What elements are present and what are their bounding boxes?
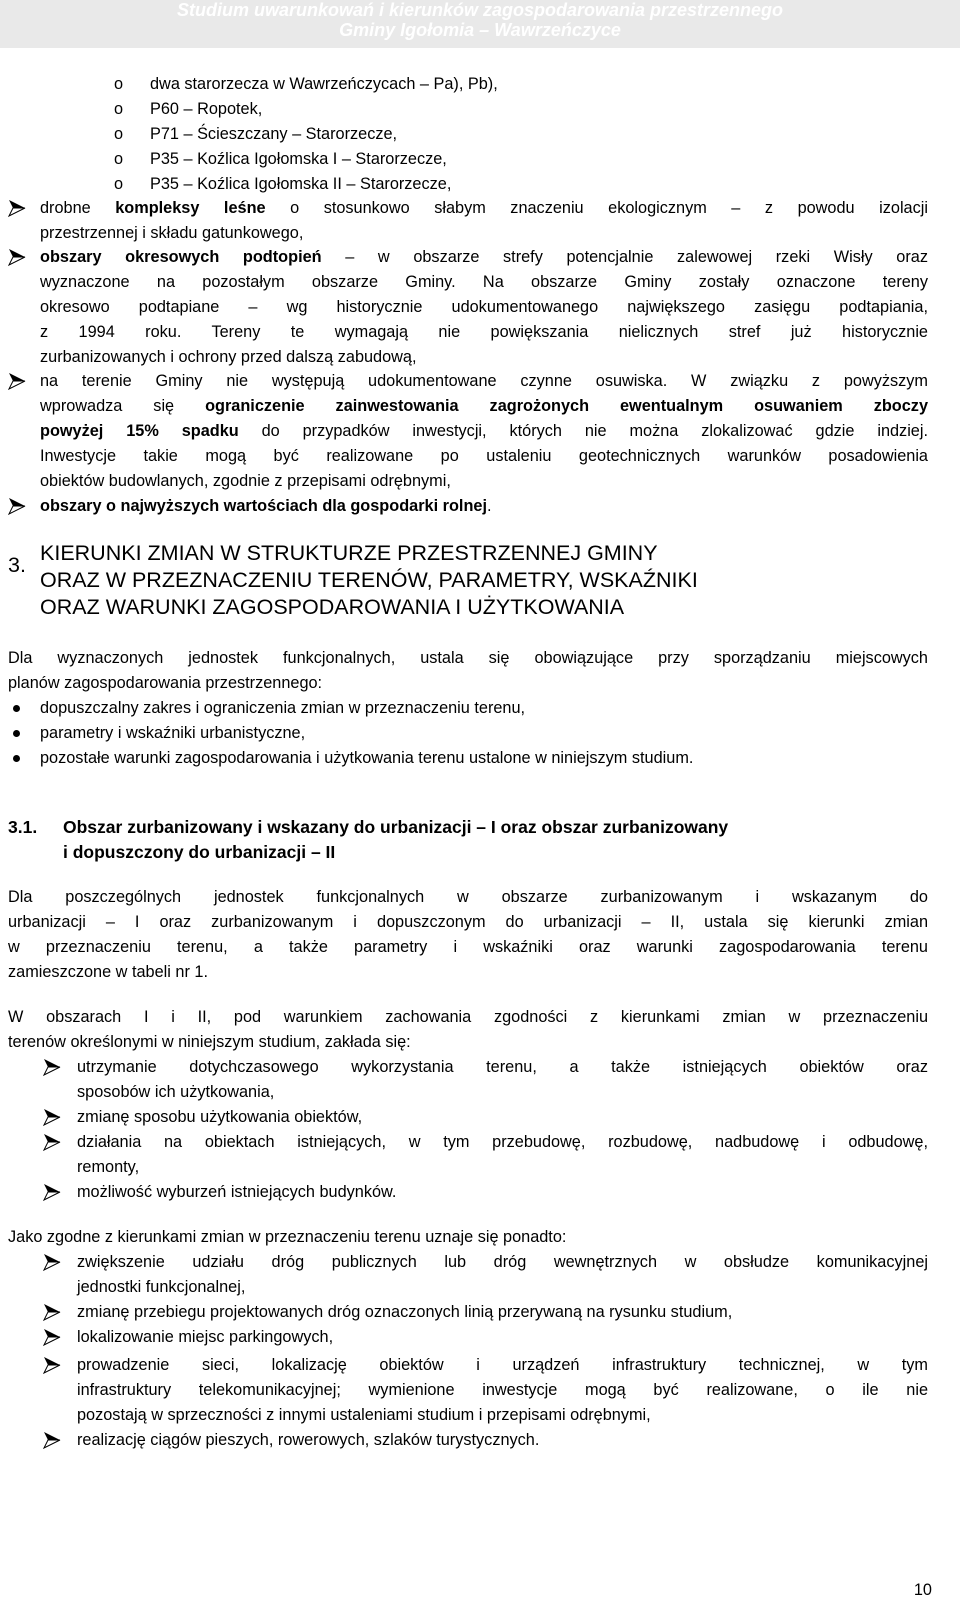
section-heading-line1: KIERUNKI ZMIAN W STRUKTURZE PRZESTRZENNEJ GMINY (40, 541, 658, 565)
list-item-text: wprowadza się ograniczenie zainwestowania zagrożonych ewentualnym osuwaniem zboczy (40, 397, 928, 415)
bullet-dot (13, 705, 20, 712)
paragraph-line: Jako zgodne z kierunkami zmian w przeznaczeniu terenu uznaje się ponadto: (8, 1228, 567, 1246)
bullet-dot (13, 730, 20, 737)
list-item-text: zmianę przebiegu projektowanych dróg oznaczonych linią przerywaną na rysunku studium, (77, 1303, 733, 1321)
list-item-text: przestrzennej i składu gatunkowego, (40, 224, 304, 242)
list-item: P35 – Koźlica Igołomska II – Starorzecze, (150, 175, 452, 193)
arrow-bullet-icon (43, 1108, 61, 1126)
circle-bullet: o (114, 175, 124, 193)
circle-bullet: o (114, 75, 124, 93)
list-item-text: pozostają w sprzeczności z innymi ustaleniami studium i przepisami odrębnymi, (77, 1406, 651, 1424)
header-title-line2: Gminy Igołomia – Wawrzeńczyce (339, 20, 621, 40)
arrow-bullet-icon (8, 199, 26, 217)
paragraph-line: W obszarach I i II, pod warunkiem zachowania zgodności z kierunkami zmian w przeznaczeniu (8, 1008, 928, 1026)
arrow-bullet-icon (8, 372, 26, 390)
document-header (0, 0, 960, 48)
list-item-text: remonty, (77, 1158, 140, 1176)
paragraph-line: w przeznaczeniu terenu, a także parametry i wskaźniki oraz warunki zagospodarowania terenu (8, 938, 928, 956)
section-heading-line2: ORAZ W PRZEZNACZENIU TERENÓW, PARAMETRY, WSKAŹNIKI (40, 568, 698, 592)
subsection-heading-line1: Obszar zurbanizowany i wskazany do urbanizacji – I oraz obszar zurbanizowany (63, 817, 729, 837)
paragraph-line: urbanizacji – I oraz zurbanizowanym i dopuszczonym do urbanizacji – II, ustala się kierunki zmian (8, 913, 928, 931)
arrow-bullet-icon (43, 1431, 61, 1449)
paragraph-line: Dla poszczególnych jednostek funkcjonalnych w obszarze zurbanizowanym i wskazanym do (8, 888, 928, 906)
list-item-text: okresowo podtapiane – wg historycznie udokumentowanego największego zasięgu podtapiania, (40, 298, 928, 316)
arrow-bullet-icon (43, 1058, 61, 1076)
list-item-text: sposobów ich użytkowania, (77, 1083, 275, 1101)
list-item-text: Inwestycje takie mogą być realizowane po ustaleniu geotechnicznych warunków posadowienia (40, 447, 928, 465)
list-item-text: infrastruktury telekomunikacyjnej; wymienione inwestycje mogą być realizowane, o ile nie (77, 1381, 928, 1399)
circle-bullet: o (114, 100, 124, 118)
list-item-text: wyznaczone na pozostałym obszarze Gminy. Na obszarze Gminy zostały oznaczone tereny (40, 273, 928, 291)
list-item-text: obiektów budowlanych, zgodnie z przepisami odrębnymi, (40, 472, 451, 490)
paragraph-line: terenów określonymi w niniejszym studium, zakłada się: (8, 1033, 411, 1051)
list-item-text: zwiększenie udziału dróg publicznych lub dróg wewnętrznych w obsłudze komunikacyjnej (77, 1253, 928, 1271)
arrow-bullet-icon (8, 248, 26, 266)
list-item: dopuszczalny zakres i ograniczenia zmian w przeznaczeniu terenu, (40, 699, 526, 717)
paragraph-line: planów zagospodarowania przestrzennego: (8, 674, 323, 692)
section-number: 3. (8, 553, 26, 577)
list-item-text: powyżej 15% spadku do przypadków inwestycji, których nie można zlokalizować gdzie indziej. (40, 422, 929, 440)
list-item: pozostałe warunki zagospodarowania i użytkowania terenu ustalone w niniejszym studium. (40, 749, 694, 767)
paragraph-line: Dla wyznaczonych jednostek funkcjonalnych, ustala się obowiązujące przy sporządzaniu miejscowych (8, 649, 928, 667)
list-item: dwa starorzecza w Wawrzeńczycach – Pa), Pb), (150, 75, 498, 93)
list-item-text: działania na obiektach istniejących, w tym przebudowę, rozbudowę, nadbudowę i odbudowę, (77, 1133, 928, 1151)
list-item: parametry i wskaźniki urbanistyczne, (40, 724, 306, 742)
arrow-bullet-icon (43, 1133, 61, 1151)
list-item-text: obszary okresowych podtopień – w obszarze strefy potencjalnie zalewowej rzeki Wisły oraz (40, 248, 928, 266)
list-item-text: realizację ciągów pieszych, rowerowych, szlaków turystycznych. (77, 1431, 540, 1449)
page-number: 10 (913, 1581, 932, 1599)
list-item-text: lokalizowanie miejsc parkingowych, (77, 1328, 334, 1346)
list-item-text: drobne kompleksy leśne o stosunkowo słabym znaczeniu ekologicznym – z powodu izolacji (40, 199, 928, 217)
list-item: P35 – Koźlica Igołomska I – Starorzecze, (150, 150, 447, 168)
subsection-number: 3.1. (8, 817, 38, 837)
list-item-text: zmianę sposobu użytkowania obiektów, (77, 1108, 363, 1126)
list-item-text: z 1994 roku. Tereny te wymagają nie powiększania nielicznych stref już historycznie (40, 323, 928, 341)
section-heading-line3: ORAZ WARUNKI ZAGOSPODAROWANIA I UŻYTKOWANIA (40, 595, 625, 619)
list-item-text: utrzymanie dotychczasowego wykorzystania terenu, a także istniejących obiektów oraz (77, 1058, 928, 1076)
arrow-bullet-icon (43, 1183, 61, 1201)
subsection-heading-line2: i dopuszczony do urbanizacji – II (63, 842, 336, 862)
paragraph-line: zamieszczone w tabeli nr 1. (8, 963, 208, 981)
list-item-text: możliwość wyburzeń istniejących budynków. (77, 1183, 397, 1201)
list-item-text: jednostki funkcjonalnej, (77, 1278, 246, 1296)
circle-bullet: o (114, 150, 124, 168)
arrow-bullet-icon (43, 1328, 61, 1346)
bullet-dot (13, 755, 20, 762)
list-item: P60 – Ropotek, (150, 100, 263, 118)
arrow-bullet-icon (43, 1253, 61, 1271)
arrow-bullet-icon (43, 1356, 61, 1374)
list-item-text: obszary o najwyższych wartościach dla gospodarki rolnej. (40, 497, 492, 515)
arrow-bullet-icon (43, 1303, 61, 1321)
list-item-text: prowadzenie sieci, lokalizację obiektów i urządzeń infrastruktury technicznej, w tym (77, 1356, 928, 1374)
header-title-line1: Studium uwarunkowań i kierunków zagospodarowania przestrzennego (176, 0, 784, 20)
list-item-text: zurbanizowanych i ochrony przed dalszą zabudową, (40, 348, 417, 366)
circle-bullet: o (114, 125, 124, 143)
list-item: P71 – Ścieszczany – Starorzecze, (150, 125, 398, 143)
list-item-text: na terenie Gminy nie występują udokumentowane czynne osuwiska. W związku z powyższym (40, 372, 928, 390)
arrow-bullet-icon (8, 497, 26, 515)
